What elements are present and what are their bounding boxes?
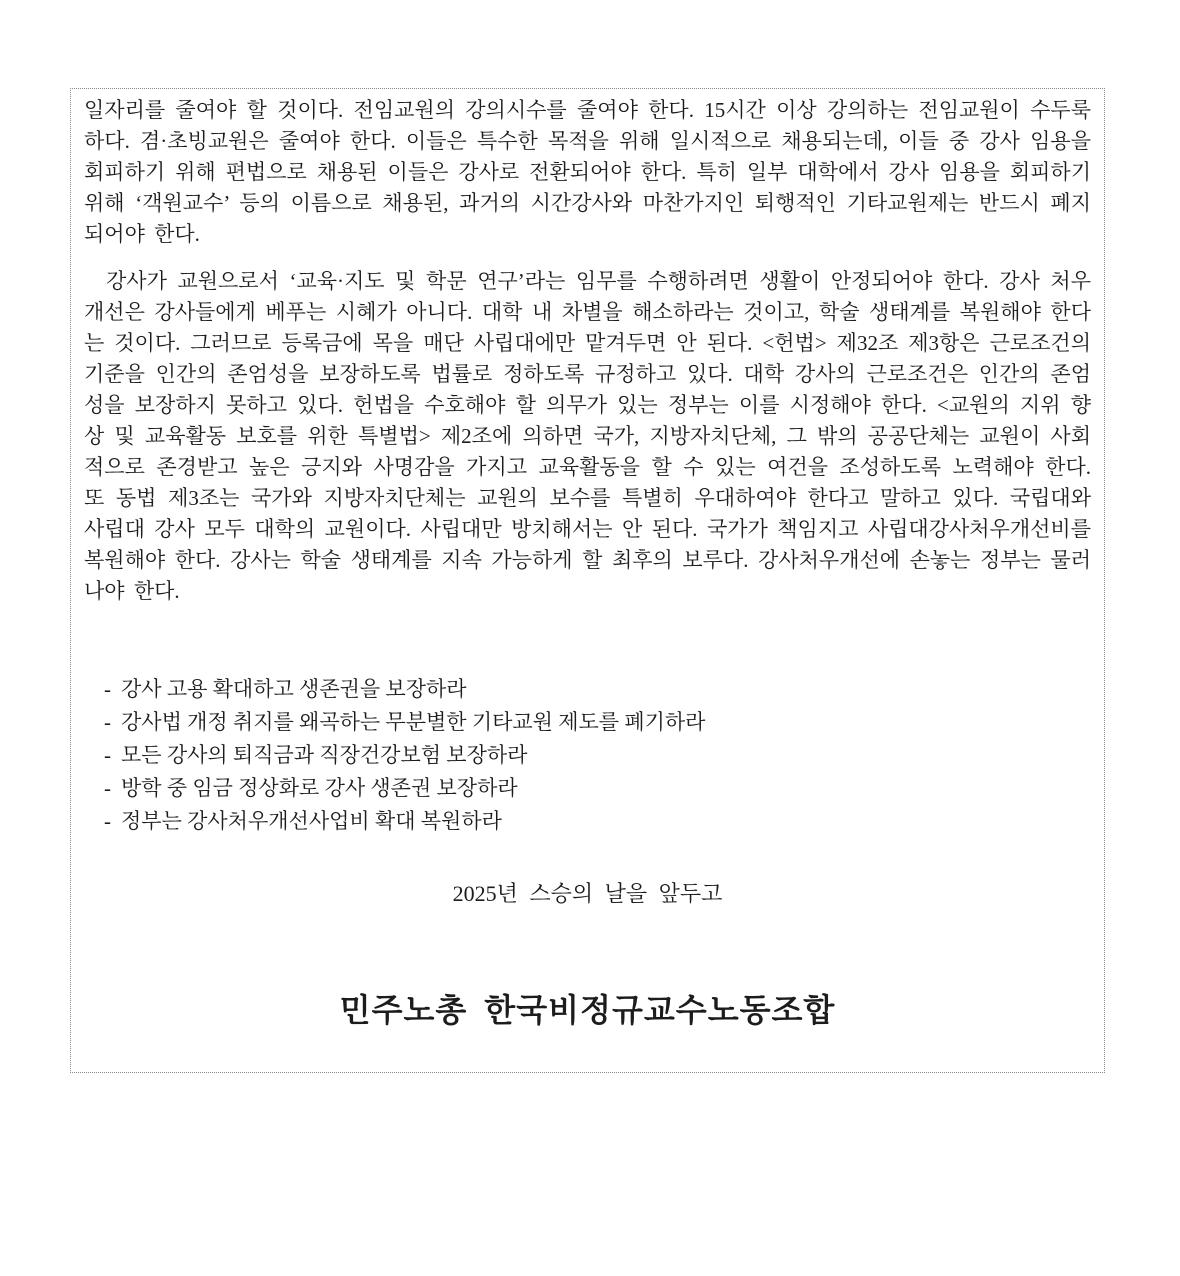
dash-bullet: - (104, 809, 111, 833)
demand-item-5 (104, 805, 1091, 838)
date-line: 2025년 스승의 날을 앞두고 (452, 881, 723, 906)
demand-text: 강사 고용 확대하고 생존권을 보장하라 (121, 677, 467, 701)
demand-text: 방학 중 임금 정상화로 강사 생존권 보장하라 (121, 776, 518, 800)
demand-item-1 (104, 673, 1091, 706)
body-paragraph-2: 강사가 교원으로서 ‘교육·지도 및 학문 연구’라는 임무를 수행하려면 생활이 안정되어야 한다. 강사 처우 개선은 강사들에게 베푸는 시혜가 아니다. 대학 내 차별을 해소하라는 것이고, 학술 생태계를 복원해야 한다는 것이다. 그러므로 등록금에 목을 매단 사립대에만 맡겨두면 안 된다. <헌법> 제32조 제3항은 근로조건의 기준을 인간의 존엄성을 보장하도록 법률로 정하도록 규정하고 있다. 대학 강사의 근로조건은 인간의 존엄성을 보장하지 못하고 있다. 헌법을 수호해야 할 의무가 있는 정부는 이를 시정해야 한다. <교원의 지위 향상 및 교육활동 보호를 위한 특별법> 제2조에 의하면 국가, 지방자치단체, 그 밖의 공공단체는 교원이 사회적으로 존경받고 높은 긍지와 사명감을 가지고 교육활동을 할 수 있는 여건을 조성하도록 노력해야 한다. 또 동법 제3조는 국가와 지방자치단체는 교원의 보수를 특별히 우대하여야 한다고 말하고 있다. 국립대와 사립대 강사 모두 대학의 교원이다. 사립대만 방치해서는 안 된다. 국가가 책임지고 사립대강사처우개선비를 복원해야 한다. 강사는 학술 생태계를 지속 가능하게 할 최후의 보루다. 강사처우개선에 손놓는 정부는 물러나야 한다. (84, 269, 1091, 603)
demand-item-4 (104, 772, 1091, 805)
signature-organization: 민주노총 한국비정규교수노동조합 (339, 992, 836, 1028)
demand-text: 모든 강사의 퇴직금과 직장건강보험 보장하라 (121, 743, 528, 767)
body-paragraph-1: 일자리를 줄여야 할 것이다. 전임교원의 강의시수를 줄여야 한다. 15시간 이상 강의하는 전임교원이 수두룩하다. 겸·초빙교원은 줄여야 한다. 이들은 특수한 목적을 위해 일시적으로 채용되는데, 이들 중 강사 임용을 회피하기 위해 편법으로 채용된 이들은 강사로 전환되어야 한다. 특히 일부 대학에서 강사 임용을 회피하기 위해 ‘객원교수’ 등의 이름으로 채용된, 과거의 시간강사와 마찬가지인 퇴행적인 기타교원제는 반드시 폐지되어야 한다. (84, 98, 1091, 246)
demand-item-2 (104, 706, 1091, 739)
demand-item-3 (104, 739, 1091, 772)
dash-bullet: - (104, 743, 111, 767)
demand-text: 강사법 개정 취지를 왜곡하는 무분별한 기타교원 제도를 폐기하라 (121, 710, 706, 734)
statement-document-box (70, 88, 1105, 1073)
dash-bullet: - (104, 677, 111, 701)
dash-bullet: - (104, 710, 111, 734)
demand-text: 정부는 강사처우개선사업비 확대 복원하라 (121, 809, 502, 833)
dash-bullet: - (104, 776, 111, 800)
demands-list (84, 673, 1091, 838)
